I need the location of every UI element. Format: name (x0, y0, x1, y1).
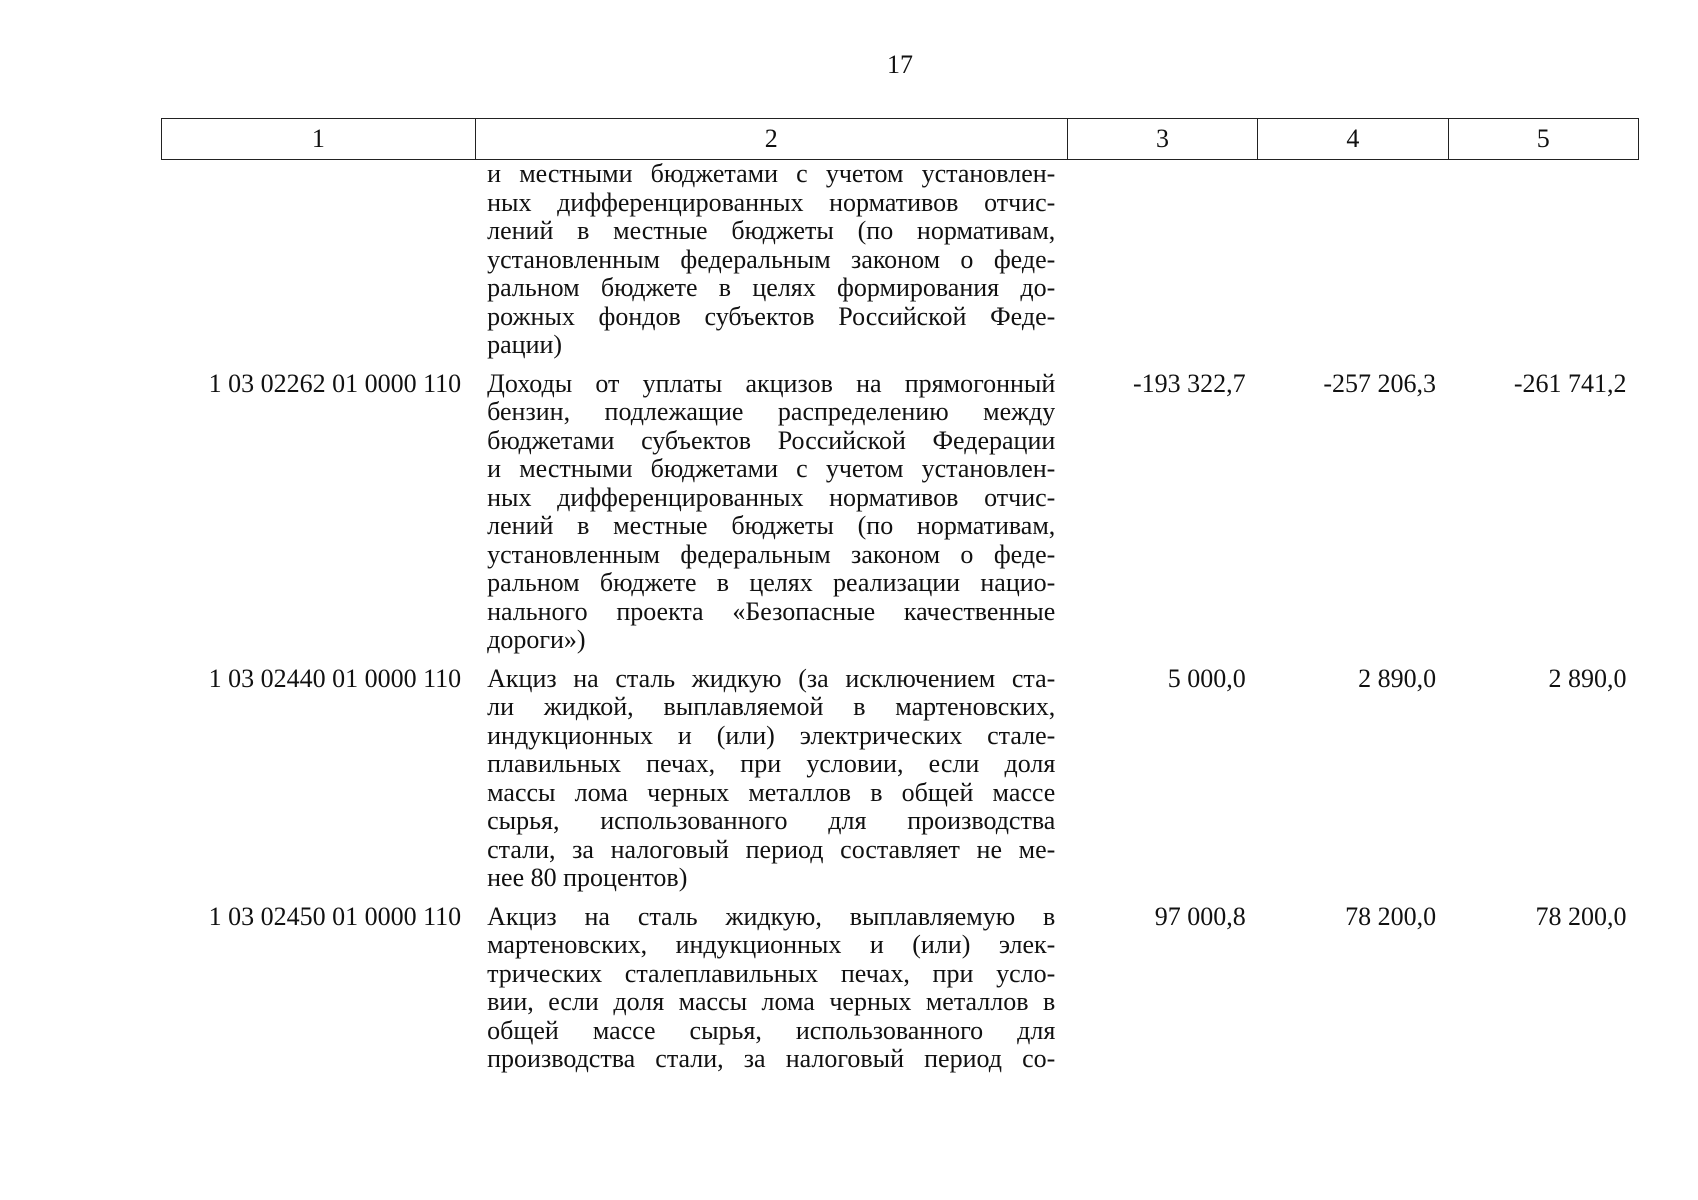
description-line: трических сталеплавильных печах, при усло- (487, 959, 1056, 988)
row-value-col-4: 2 890,0 (1358, 663, 1437, 693)
row-code (162, 160, 476, 360)
description-line: мартеновских, индукционных и (или) элек- (487, 931, 1056, 959)
description-line: ных дифференцированных нормативов отчис- (487, 188, 1056, 217)
description-line: ральном бюджете в целях реализации нацио- (487, 569, 1056, 597)
row-value-col-5: -261 741,2 (1513, 368, 1627, 398)
row-value-col-5 (1448, 160, 1638, 360)
description-line: вии, если доля массы лома черных металлов в (487, 988, 1056, 1016)
description-line: ных дифференцированных нормативов отчис- (487, 483, 1056, 512)
description-line: бензин, подлежащие распределению между (487, 398, 1056, 426)
description-line: ральном бюджете в целях формирования до- (487, 274, 1056, 302)
description-line: нального проекта «Безопасные качественные (487, 597, 1056, 626)
row-code: 1 03 02440 01 0000 110 (208, 663, 462, 693)
description-line: производства стали, за налоговый период со- (487, 1045, 1056, 1073)
table-header-row (162, 119, 1639, 160)
row-value-col-5: 78 200,0 (1535, 901, 1627, 931)
description-line: дороги») (487, 626, 586, 654)
table-row (162, 893, 1639, 1074)
description-line: рации) (487, 331, 563, 359)
description-line: лений в местные бюджеты (по нормативам, (487, 512, 1056, 540)
description-line: индукционных и (или) электрических стале- (487, 721, 1056, 750)
row-description (475, 360, 1067, 655)
row-value-col-4: -257 206,3 (1323, 368, 1437, 398)
row-value-col-3: 97 000,8 (1154, 901, 1246, 931)
budget-revenue-table (161, 118, 1639, 1074)
row-description (475, 160, 1067, 360)
description-line: Акциз на сталь жидкую (за исключением ста- (487, 664, 1056, 693)
page-number: 17 (887, 50, 913, 79)
description-line: стали, за налоговый период составляет не ме- (487, 835, 1056, 864)
row-value-col-4: 78 200,0 (1345, 901, 1437, 931)
header-col-3: 3 (1067, 119, 1257, 160)
description-line: лений в местные бюджеты (по нормативам, (487, 217, 1056, 245)
description-line: установленным федеральным законом о феде- (487, 540, 1056, 569)
description-line: бюджетами субъектов Российской Федерации (487, 426, 1056, 455)
row-code: 1 03 02450 01 0000 110 (208, 901, 462, 931)
row-value-col-5: 2 890,0 (1548, 663, 1627, 693)
description-line: Акциз на сталь жидкую, выплавляемую в (487, 902, 1056, 931)
description-line: ли жидкой, выплавляемой в мартеновских, (487, 693, 1056, 721)
description-line: Доходы от уплаты акцизов на прямогонный (487, 369, 1056, 398)
row-value-col-3 (1067, 160, 1257, 360)
description-line: общей массе сырья, использованного для (487, 1016, 1056, 1045)
table-row (162, 360, 1639, 655)
header-col-4: 4 (1258, 119, 1448, 160)
description-line: рожных фондов субъектов Российской Феде- (487, 302, 1056, 331)
table-row (162, 655, 1639, 893)
header-col-5: 5 (1448, 119, 1638, 160)
row-description (475, 893, 1067, 1074)
row-value-col-4 (1258, 160, 1448, 360)
row-value-col-3: 5 000,0 (1167, 663, 1246, 693)
description-line: массы лома черных металлов в общей массе (487, 778, 1056, 807)
header-col-1: 1 (162, 119, 476, 160)
row-description (475, 655, 1067, 893)
description-line: нее 80 процентов) (487, 864, 688, 892)
description-line: установленным федеральным законом о феде- (487, 245, 1056, 274)
row-value-col-3: -193 322,7 (1133, 368, 1246, 398)
description-line: и местными бюджетами с учетом установлен- (487, 455, 1056, 483)
description-line: плавильных печах, при условии, если доля (487, 750, 1056, 778)
header-col-2: 2 (475, 119, 1067, 160)
description-line: и местными бюджетами с учетом установлен- (487, 160, 1056, 188)
description-line: сырья, использованного для производства (487, 807, 1056, 835)
table-row (162, 160, 1639, 360)
row-code: 1 03 02262 01 0000 110 (208, 368, 462, 398)
